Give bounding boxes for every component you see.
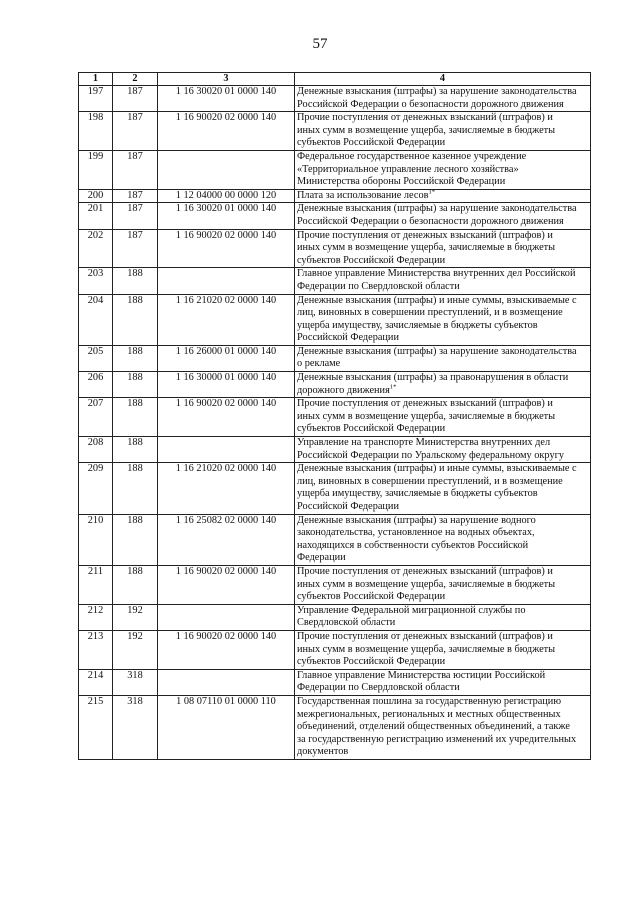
- table-row: [79, 372, 591, 398]
- description-line: [297, 190, 588, 203]
- description-text: объединений, отделений общественных объединений, а также: [297, 721, 570, 733]
- description-line: [297, 437, 588, 450]
- page-number: 57: [312, 36, 328, 52]
- description-text: субъектов Российской Федерации: [297, 423, 446, 435]
- table-row: [79, 463, 591, 514]
- revenue-description: [295, 463, 591, 514]
- description-text: ущерба имуществу, зачисляемые в бюджеты субъектов: [297, 488, 538, 500]
- revenue-description: [295, 229, 591, 268]
- description-line: [297, 540, 588, 553]
- admin-code: 188: [113, 398, 158, 437]
- description-text: Прочие поступления от денежных взысканий (штрафов) и: [297, 229, 553, 241]
- table-header-row: [79, 73, 591, 86]
- row-number: 201: [79, 203, 113, 229]
- description-text: ущерба имуществу, зачисляемые в бюджеты субъектов: [297, 319, 538, 331]
- row-number: 208: [79, 437, 113, 463]
- description-text: Денежные взыскания (штрафы) за нарушение законодательства: [297, 203, 577, 215]
- admin-code: 188: [113, 372, 158, 398]
- row-number: 203: [79, 268, 113, 294]
- col-header-1: 1: [79, 73, 113, 86]
- budget-code: [158, 437, 295, 463]
- row-number: 209: [79, 463, 113, 514]
- description-text: Плата за использование лесов: [297, 189, 429, 201]
- admin-code: 188: [113, 514, 158, 565]
- description-text: субъектов Российской Федерации: [297, 656, 446, 668]
- description-text: Федерации по Свердловской области: [297, 280, 460, 292]
- description-line: [297, 450, 588, 463]
- table-body: [79, 86, 591, 760]
- description-text: Министерства обороны Российской Федерации: [297, 176, 506, 188]
- description-text: Свердловской области: [297, 617, 396, 629]
- description-text: Прочие поступления от денежных взысканий (штрафов) и: [297, 398, 553, 410]
- table-row: [79, 514, 591, 565]
- description-line: [297, 656, 588, 669]
- row-number: 198: [79, 112, 113, 151]
- description-line: [297, 746, 588, 759]
- revenue-description: [295, 372, 591, 398]
- budget-code: 1 16 90020 02 0000 140: [158, 398, 295, 437]
- description-line: [297, 295, 588, 308]
- description-text: Денежные взыскания (штрафы) за нарушение водного: [297, 514, 536, 526]
- description-line: [297, 320, 588, 333]
- description-text: иных сумм в возмещение ущерба, зачисляемые в бюджеты: [297, 410, 556, 422]
- description-text: Денежные взыскания (штрафы) и иные суммы, взыскиваемые с: [297, 463, 577, 475]
- description-line: [297, 552, 588, 565]
- admin-code: 187: [113, 189, 158, 203]
- description-line: [297, 176, 588, 189]
- admin-code: 187: [113, 86, 158, 112]
- description-line: [297, 696, 588, 709]
- table-row: [79, 86, 591, 112]
- description-line: [297, 527, 588, 540]
- description-text: Главное управление Министерства юстиции Российской: [297, 669, 546, 681]
- revenue-description: [295, 294, 591, 345]
- footnote-mark: 1*: [428, 189, 435, 196]
- budget-code: 1 16 21020 02 0000 140: [158, 294, 295, 345]
- description-line: [297, 332, 588, 345]
- description-line: [297, 579, 588, 592]
- budget-code: 1 16 21020 02 0000 140: [158, 463, 295, 514]
- description-text: документов: [297, 746, 349, 758]
- description-line: [297, 515, 588, 528]
- description-text: находящихся в собственности субъектов Российской: [297, 539, 529, 551]
- row-number: 210: [79, 514, 113, 565]
- row-number: 197: [79, 86, 113, 112]
- description-text: законодательства, установленное на водных объектах,: [297, 527, 535, 539]
- row-number: 200: [79, 189, 113, 203]
- description-line: [297, 255, 588, 268]
- revenue-description: [295, 203, 591, 229]
- revenue-description: [295, 604, 591, 630]
- budget-code: 1 16 30020 01 0000 140: [158, 86, 295, 112]
- description-line: [297, 476, 588, 489]
- description-line: [297, 281, 588, 294]
- description-line: [297, 463, 588, 476]
- description-line: [297, 358, 588, 371]
- description-line: [297, 164, 588, 177]
- description-line: [297, 137, 588, 150]
- description-text: Денежные взыскания (штрафы) за правонарушения в области: [297, 372, 569, 384]
- revenue-description: [295, 630, 591, 669]
- description-line: [297, 86, 588, 99]
- description-text: иных сумм в возмещение ущерба, зачисляемые в бюджеты: [297, 578, 556, 590]
- row-number: 214: [79, 669, 113, 695]
- row-number: 212: [79, 604, 113, 630]
- description-line: [297, 605, 588, 618]
- description-line: [297, 230, 588, 243]
- revenue-description: [295, 345, 591, 371]
- description-text: Главное управление Министерства внутренних дел Российской: [297, 268, 576, 280]
- table-row: [79, 669, 591, 695]
- revenue-description: [295, 695, 591, 759]
- description-text: Российской Федерации: [297, 332, 399, 344]
- description-text: Денежные взыскания (штрафы) и иные суммы, взыскиваемые с: [297, 294, 577, 306]
- description-line: [297, 617, 588, 630]
- row-number: 207: [79, 398, 113, 437]
- description-text: Денежные взыскания (штрафы) за нарушение законодательства: [297, 86, 577, 97]
- table-row: [79, 150, 591, 189]
- description-text: Федерации: [297, 552, 346, 564]
- description-line: [297, 307, 588, 320]
- description-text: субъектов Российской Федерации: [297, 591, 446, 603]
- row-number: 204: [79, 294, 113, 345]
- revenue-description: [295, 86, 591, 112]
- description-text: Прочие поступления от денежных взысканий (штрафов) и: [297, 630, 553, 642]
- budget-code: [158, 268, 295, 294]
- admin-code: 188: [113, 463, 158, 514]
- table-row: [79, 695, 591, 759]
- admin-code: 187: [113, 203, 158, 229]
- description-line: [297, 151, 588, 164]
- description-text: лиц, виновных в совершении преступлений, и в возмещение: [297, 475, 563, 487]
- description-line: [297, 125, 588, 138]
- admin-code: 188: [113, 268, 158, 294]
- admin-code: 318: [113, 695, 158, 759]
- description-line: [297, 372, 588, 385]
- description-text: за государственную регистрацию изменений их учредительных: [297, 733, 577, 745]
- revenue-description: [295, 669, 591, 695]
- budget-code: 1 16 26000 01 0000 140: [158, 345, 295, 371]
- row-number: 199: [79, 150, 113, 189]
- description-line: [297, 670, 588, 683]
- col-header-4: 4: [295, 73, 591, 86]
- admin-code: 188: [113, 565, 158, 604]
- table-row: [79, 398, 591, 437]
- col-header-2: 2: [113, 73, 158, 86]
- description-line: [297, 242, 588, 255]
- budget-code: 1 12 04000 00 0000 120: [158, 189, 295, 203]
- description-text: иных сумм в возмещение ущерба, зачисляемые в бюджеты: [297, 643, 556, 655]
- budget-code: 1 16 90020 02 0000 140: [158, 112, 295, 151]
- revenue-description: [295, 268, 591, 294]
- revenue-description: [295, 189, 591, 203]
- description-text: Российской Федерации по Уральскому федеральному округу: [297, 449, 564, 461]
- table-row: [79, 604, 591, 630]
- description-line: [297, 631, 588, 644]
- description-text: иных сумм в возмещение ущерба, зачисляемые в бюджеты: [297, 242, 556, 254]
- description-text: Федеральное государственное казенное учреждение: [297, 150, 527, 162]
- table-row: [79, 112, 591, 151]
- admin-code: 192: [113, 604, 158, 630]
- budget-code: 1 16 30000 01 0000 140: [158, 372, 295, 398]
- admin-code: 318: [113, 669, 158, 695]
- budget-code: [158, 669, 295, 695]
- description-text: Федерации по Свердловской области: [297, 682, 460, 694]
- admin-code: 192: [113, 630, 158, 669]
- table-row: [79, 565, 591, 604]
- description-line: [297, 501, 588, 514]
- table-row: [79, 268, 591, 294]
- description-line: [297, 644, 588, 657]
- description-text: Прочие поступления от денежных взысканий (штрафов) и: [297, 112, 553, 124]
- budget-code: 1 16 90020 02 0000 140: [158, 565, 295, 604]
- revenue-table: [78, 72, 591, 760]
- revenue-description: [295, 565, 591, 604]
- admin-code: 188: [113, 294, 158, 345]
- description-line: [297, 488, 588, 501]
- description-line: [297, 99, 588, 112]
- description-text: Денежные взыскания (штрафы) за нарушение законодательства: [297, 345, 577, 357]
- description-line: [297, 346, 588, 359]
- description-line: [297, 423, 588, 436]
- description-text: иных сумм в возмещение ущерба, зачисляемые в бюджеты: [297, 124, 556, 136]
- table-row: [79, 189, 591, 203]
- row-number: 211: [79, 565, 113, 604]
- description-text: Управление Федеральной миграционной службы по: [297, 604, 526, 616]
- budget-code: [158, 150, 295, 189]
- row-number: 213: [79, 630, 113, 669]
- table-row: [79, 203, 591, 229]
- budget-code: 1 16 25082 02 0000 140: [158, 514, 295, 565]
- description-text: «Территориальное управление лесного хозяйства»: [297, 163, 519, 175]
- revenue-description: [295, 398, 591, 437]
- revenue-description: [295, 150, 591, 189]
- description-text: Российской Федерации о безопасности дорожного движения: [297, 215, 564, 227]
- description-text: дорожного движения: [297, 384, 390, 396]
- admin-code: 188: [113, 345, 158, 371]
- budget-code: 1 16 30020 01 0000 140: [158, 203, 295, 229]
- description-text: субъектов Российской Федерации: [297, 254, 446, 266]
- description-text: межрегиональных, региональных и местных общественных: [297, 708, 561, 720]
- admin-code: 187: [113, 229, 158, 268]
- row-number: 215: [79, 695, 113, 759]
- table-row: [79, 229, 591, 268]
- admin-code: 187: [113, 112, 158, 151]
- description-text: Российской Федерации о безопасности дорожного движения: [297, 98, 564, 110]
- description-line: [297, 709, 588, 722]
- footnote-mark: 1*: [389, 383, 397, 391]
- description-line: [297, 721, 588, 734]
- budget-code: [158, 604, 295, 630]
- description-line: [297, 411, 588, 424]
- description-text: Прочие поступления от денежных взысканий (штрафов) и: [297, 565, 553, 577]
- row-number: 205: [79, 345, 113, 371]
- revenue-description: [295, 514, 591, 565]
- col-header-3: 3: [158, 73, 295, 86]
- table-row: [79, 630, 591, 669]
- description-text: о рекламе: [297, 358, 341, 370]
- table-row: [79, 294, 591, 345]
- table-row: [79, 345, 591, 371]
- description-line: [297, 566, 588, 579]
- budget-code: 1 16 90020 02 0000 140: [158, 630, 295, 669]
- description-line: [297, 385, 588, 398]
- description-line: [297, 591, 588, 604]
- description-text: Государственная пошлина за государственную регистрацию: [297, 695, 562, 707]
- table-row: [79, 437, 591, 463]
- description-line: [297, 398, 588, 411]
- revenue-description: [295, 437, 591, 463]
- description-line: [297, 216, 588, 229]
- description-line: [297, 203, 588, 216]
- admin-code: 188: [113, 437, 158, 463]
- description-text: Российской Федерации: [297, 501, 399, 512]
- admin-code: 187: [113, 150, 158, 189]
- description-text: субъектов Российской Федерации: [297, 137, 446, 149]
- description-text: Управление на транспорте Министерства внутренних дел: [297, 437, 551, 449]
- description-line: [297, 682, 588, 695]
- description-text: лиц, виновных в совершении преступлений, и в возмещение: [297, 307, 563, 319]
- row-number: 202: [79, 229, 113, 268]
- budget-code: 1 08 07110 01 0000 110: [158, 695, 295, 759]
- description-line: [297, 734, 588, 747]
- budget-code: 1 16 90020 02 0000 140: [158, 229, 295, 268]
- description-line: [297, 268, 588, 281]
- description-line: [297, 112, 588, 125]
- revenue-description: [295, 112, 591, 151]
- row-number: 206: [79, 372, 113, 398]
